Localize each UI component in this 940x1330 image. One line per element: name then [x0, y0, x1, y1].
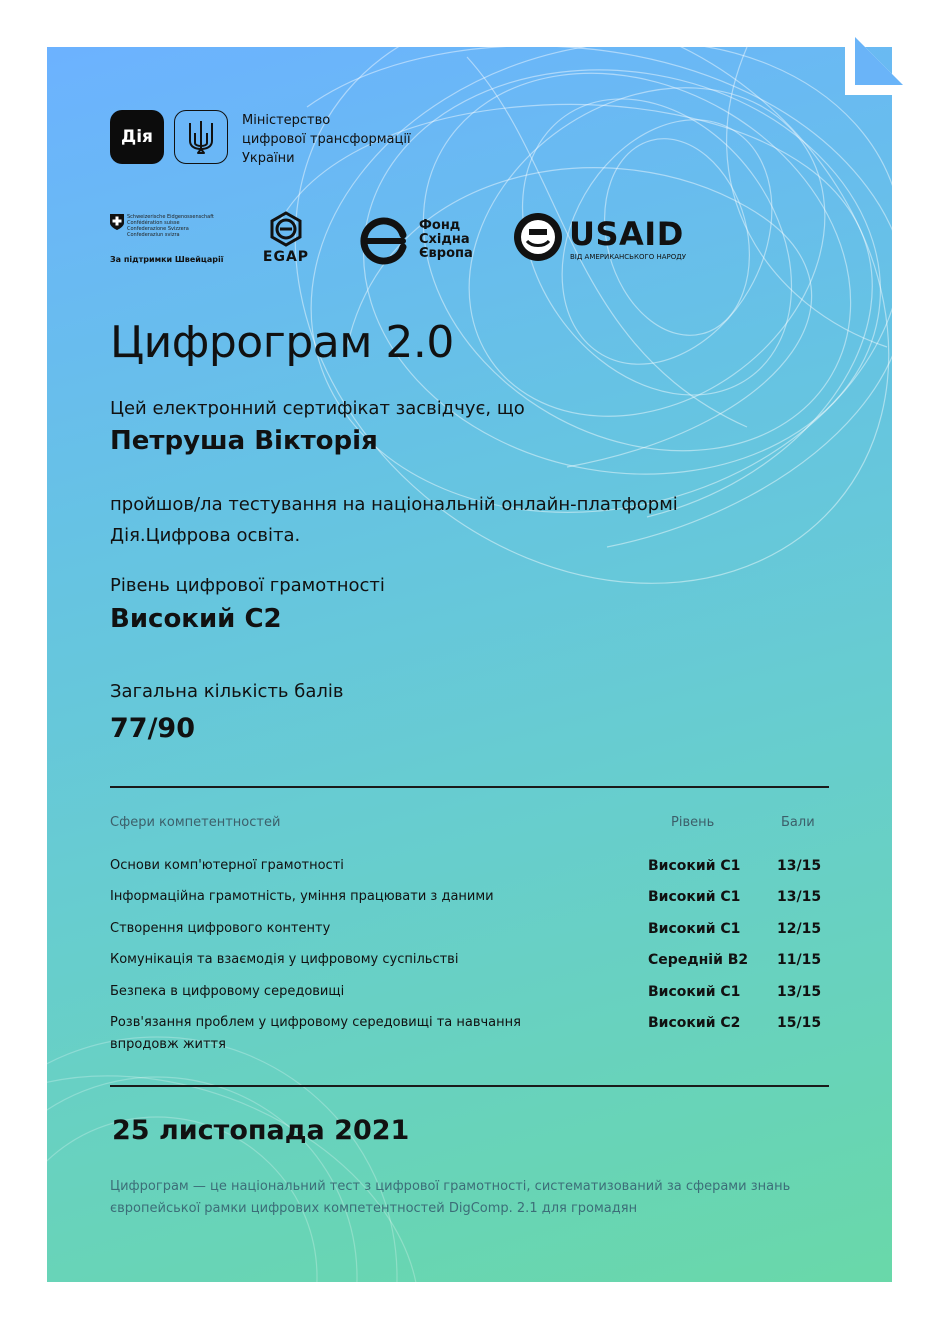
usaid-wordmark: USAID [569, 215, 684, 253]
table-row [110, 855, 830, 886]
ministry-line: Міністерство [242, 113, 331, 128]
usaid-logo [512, 211, 686, 267]
table-row [110, 1012, 830, 1060]
swiss-line: Confédération suisse [127, 220, 180, 226]
row-points: 13/15 [777, 889, 822, 905]
recipient-name: Петруша Вікторія [110, 426, 378, 456]
table-row [110, 981, 830, 1012]
diia-logo [110, 110, 164, 164]
east-europe-fund-logo [359, 215, 473, 269]
efund-line: Європа [419, 246, 473, 261]
passed-line: пройшов/ла тестування на національній онлайн-платформі [110, 494, 678, 515]
egap-logo [260, 211, 312, 265]
swiss-cross-icon [110, 214, 124, 230]
footer-note: Цифрограм — це національний тест з цифрової грамотності, систематизований за сферами знань європейської рамки цифрових компетентностей DigComp. 2.1 для громадян [110, 1179, 791, 1216]
diia-logo-text: Дія [121, 127, 153, 147]
swiss-text [127, 214, 247, 238]
efund-line: Східна [419, 232, 470, 247]
header-area: Сфери компетентностей [110, 815, 281, 830]
row-level: Високий С1 [648, 921, 741, 937]
swiss-line: Schweizerische Eidgenossenschaft [127, 214, 214, 220]
row-points: 13/15 [777, 858, 822, 874]
row-level: Високий С1 [648, 889, 741, 905]
divider [110, 786, 829, 788]
trident-emblem [174, 110, 228, 164]
row-area: Комунікація та взаємодія у цифровому суспільстві [110, 952, 459, 967]
passed-line: Дія.Цифрова освіта. [110, 525, 301, 546]
row-points: 12/15 [777, 921, 822, 937]
row-area: Безпека в цифровому середовищі [110, 984, 345, 999]
certificate-intro: Цей електронний сертифікат засвідчує, що [110, 398, 525, 419]
issue-date: 25 листопада 2021 [112, 1115, 410, 1146]
row-area: Розв'язання проблем у цифровому середовищі та навчання впродовж життя [110, 1015, 521, 1052]
certificate-sheet [47, 47, 892, 1282]
score-label: Загальна кількість балів [110, 681, 344, 702]
row-level: Високий С2 [648, 1015, 741, 1031]
level-label: Рівень цифрової грамотності [110, 575, 385, 596]
corner-fold-icon [845, 37, 905, 97]
table-row [110, 886, 830, 918]
competence-table [110, 855, 830, 1060]
row-points: 15/15 [777, 1015, 822, 1031]
efund-icon [359, 215, 409, 265]
usaid-subtitle: ВІД АМЕРИКАНСЬКОГО НАРОДУ [570, 253, 686, 261]
header-points: Бали [781, 815, 815, 830]
ministry-name [242, 111, 411, 168]
table-row [110, 949, 830, 981]
divider [110, 1085, 829, 1087]
egap-icon [268, 211, 304, 247]
row-level: Середній В2 [648, 952, 749, 968]
passed-statement [110, 489, 678, 551]
trident-icon [187, 119, 215, 155]
score-value: 77/90 [110, 713, 196, 744]
row-level: Високий С1 [648, 858, 741, 874]
row-points: 13/15 [777, 984, 822, 1000]
level-value: Високий С2 [110, 604, 282, 634]
row-area: Створення цифрового контенту [110, 921, 331, 936]
swiss-line: Confederaziun svizra [127, 232, 180, 238]
certificate-title: Цифрограм 2.0 [110, 317, 454, 368]
row-points: 11/15 [777, 952, 822, 968]
ministry-line: цифрової трансформації [242, 132, 411, 147]
ministry-line: України [242, 151, 295, 166]
efund-line: Фонд [419, 218, 461, 233]
swiss-caption: За підтримки Швейцарії [110, 255, 224, 264]
header-level: Рівень [671, 815, 715, 830]
table-row [110, 918, 830, 949]
usaid-seal-icon [512, 211, 564, 263]
swiss-line: Confederazione Svizzera [127, 226, 189, 232]
row-level: Високий С1 [648, 984, 741, 1000]
row-area: Основи комп'ютерної грамотності [110, 858, 344, 873]
row-area: Інформаційна грамотність, уміння працювати з даними [110, 889, 494, 904]
efund-text [419, 219, 473, 261]
egap-text: EGAP [262, 249, 310, 265]
